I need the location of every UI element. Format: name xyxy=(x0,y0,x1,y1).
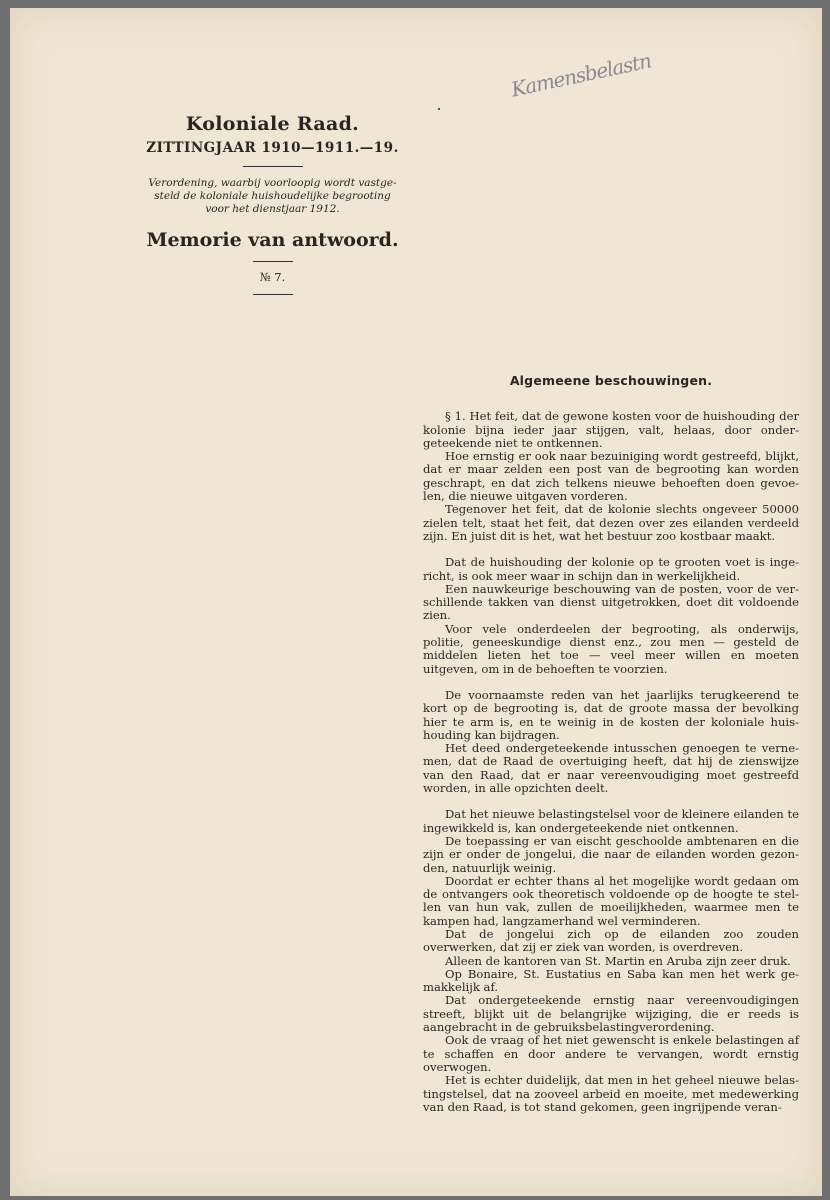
paragraph: Tegenover het feit, dat de kolonie slechts ongeveer 50000 zielen telt, staat het feit, dat dezen over zes eilanden verdeeld zijn. En juist dit is het, wat het bestuur zoo kostbaar maakt. xyxy=(423,502,799,543)
paragraph: Voor vele onderdeelen der begrooting, als onderwijs, politie, geneeskundige dienst enz., zou men — gesteld de middelen lieten het toe — veel meer willen en moeten uitgeven, om in de behoeften te voorzien. xyxy=(423,621,799,676)
header-block xyxy=(140,113,405,303)
session-year: ZITTINGJAAR 1910—1911.—19. xyxy=(146,140,399,156)
paragraph: Doordat er echter thans al het mogelijke wordt gedaan om de ontvangers ook theoretisch voldoende op de hoogte te stel- len van hun vak, zullen de moeilijkheden, waarmee men te kampen had, langzamerhand wel verminderen. xyxy=(423,873,799,928)
paragraph: Dat de jongelui zich op de eilanden zoo zouden overwerken, dat zij er ziek van worden, is overdreven. xyxy=(423,926,799,955)
paragraph: Dat de huishouding der kolonie op te grooten voet is inge- richt, is ook meer waar in schijn dan in werkelijkheid. xyxy=(423,555,799,583)
paragraph: De toepassing er van eischt geschoolde ambtenaren en die zijn er onder de jongelui, die naar de eilanden worden gezon- den, natuurlijk weinig. xyxy=(423,833,799,875)
paragraph: Dat het nieuwe belastingstelsel voor de kleinere eilanden te ingewikkeld is, kan ondergeteekende niet ontkennen. xyxy=(423,807,799,835)
divider xyxy=(253,294,293,295)
paragraph: Hoe ernstig er ook naar bezuiniging wordt gestreefd, blijkt, dat er maar zelden een post van de begrooting kan worden geschrapt, en dat zich telkens nieuwe behoeften doen gevoe- len, die nieuwe uitgaven vorderen. xyxy=(423,449,799,504)
paragraph: Het is echter duidelijk, dat men in het geheel nieuwe belas- tingstelsel, dat na zooveel arbeid en moeite, met medewerking van den Raad, is tot stand gekomen, geen ingrijpende veran- xyxy=(423,1073,799,1114)
body-column xyxy=(423,374,799,1114)
document-number: № 7. xyxy=(259,270,286,284)
paragraph: Ook de vraag of het niet gewenscht is enkele belastingen af te schaffen en door andere te vervangen, wordt ernstig overwogen. xyxy=(423,1033,799,1074)
paragraph: Een nauwkeurige beschouwing van de posten, voor de ver- schillende takken van dienst uitgetrokken, doet dit voldoende zien. xyxy=(423,581,799,623)
paragraph: De voornaamste reden van het jaarlijks terugkeerend te kort op de begrooting is, dat de groote massa der bevolking hier te arm is, en te weinig in de kosten der koloniale huis- houding kan bijdragen. xyxy=(423,687,799,742)
section-heading: Algemeene beschouwingen. xyxy=(509,373,713,388)
ordinance-title: Verordening, waarbij voorloopig wordt vastge- steld de koloniale huishoudelijke begrooting voor het dienstjaar 1912. xyxy=(148,177,397,215)
handwritten-annotation: Kamensbelastn xyxy=(509,48,653,102)
paragraph: Het deed ondergeteekende intusschen genoegen te verne- men, dat de Raad de overtuiging heeft, dat hij de zienswijze van den Raad, dat er naar vereenvoudiging moet gestreefd worden, in alle opzichten deelt. xyxy=(423,741,799,796)
paragraph: Op Bonaire, St. Eustatius en Saba kan men het werk ge- makkelijk af. xyxy=(423,966,799,995)
paragraph: § 1. Het feit, dat de gewone kosten voor de huishouding der kolonie bijna ieder jaar stijgen, valt, helaas, door onder- geteekende niet te ontkennen. xyxy=(423,409,799,450)
document-page xyxy=(10,8,822,1196)
paragraph: Dat ondergeteekende ernstig naar vereenvoudigingen streeft, blijkt uit de belangrijke wijziging, die er reeds is aangebracht in de gebruiksbelastingverordening. xyxy=(423,993,799,1035)
divider xyxy=(253,261,293,262)
spacer xyxy=(423,676,799,689)
paragraph: Alleen de kantoren van St. Martin en Aruba zijn zeer druk. xyxy=(445,953,791,968)
council-title: Koloniale Raad. xyxy=(185,113,360,135)
divider xyxy=(243,166,303,167)
pencil-mark xyxy=(438,108,440,110)
document-type: Memorie van antwoord. xyxy=(146,229,399,251)
